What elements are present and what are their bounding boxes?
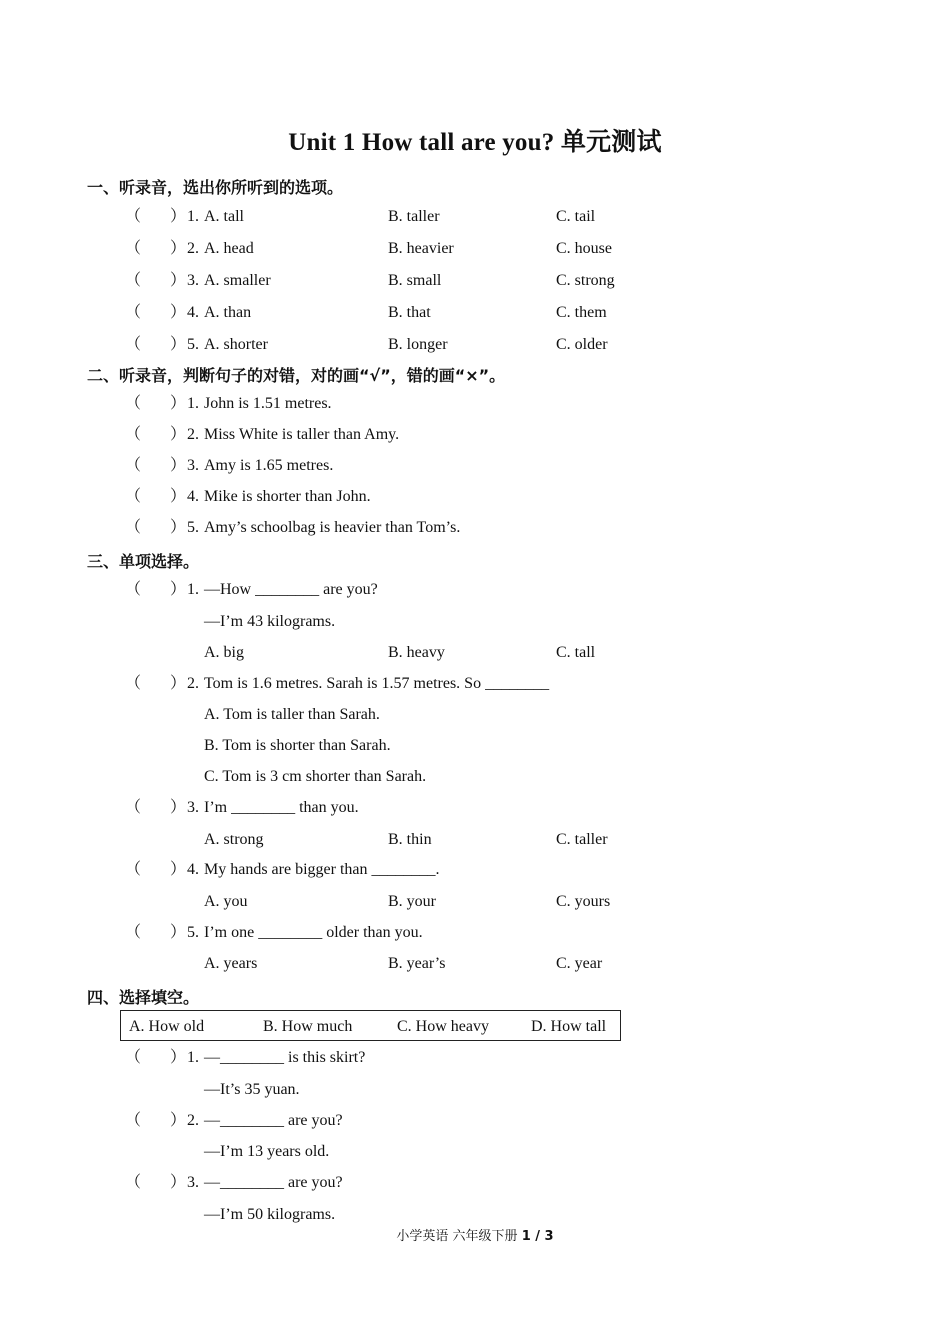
option-c: C. house (556, 240, 612, 257)
answer-line: —I’m 50 kilograms. (204, 1206, 336, 1223)
word-bank-option-c: C. How heavy (397, 1018, 489, 1035)
question-number: 4. (187, 304, 199, 321)
question-number: 2. (187, 675, 199, 692)
s3-question-4: （ ） 4. My hands are bigger than ________. (0, 858, 950, 882)
s3-question-1-options (0, 641, 950, 665)
question-number: 2. (187, 426, 199, 443)
s4-question-1: （ ） 1. —________ is this skirt? (0, 1046, 950, 1070)
question-text: —________ are you? (204, 1174, 343, 1191)
question-number: 5. (187, 336, 199, 353)
option-b: B. thin (388, 831, 432, 848)
question-text: —________ is this skirt? (204, 1049, 366, 1066)
question-number: 1. (187, 1049, 199, 1066)
question-text: I’m ________ than you. (204, 799, 359, 816)
question-text: —How ________ are you? (204, 581, 378, 598)
answer-line: —I’m 13 years old. (204, 1143, 330, 1160)
option-c: C. older (556, 336, 608, 353)
s1-question-2: （ ） 2. A. head B. heavier C. house (0, 237, 950, 261)
option-a: A. Tom is taller than Sarah. (204, 706, 380, 723)
s3-question-1-line2 (0, 610, 950, 634)
question-number: 3. (187, 457, 199, 474)
option-b: B. small (388, 272, 442, 289)
option-a: A. big (204, 644, 244, 661)
s3-question-3-options (0, 828, 950, 852)
question-text: —________ are you? (204, 1112, 343, 1129)
s3-question-2-option-c (0, 765, 950, 789)
s3-question-5-options (0, 952, 950, 976)
s1-question-5: （ ） 5. A. shorter B. longer C. older (0, 333, 950, 357)
s2-statement-2: （ ） 2. Miss White is taller than Amy. (0, 423, 950, 447)
s2-statement-5: （ ） 5. Amy’s schoolbag is heavier than Tom’s. (0, 516, 950, 540)
question-text: My hands are bigger than ________. (204, 861, 440, 878)
word-bank-box (120, 1010, 621, 1041)
page-number: 1 / 3 (521, 1229, 554, 1244)
question-number: 1. (187, 395, 199, 412)
option-a: A. than (204, 304, 252, 321)
option-b: B. heavy (388, 644, 445, 661)
option-c: C. them (556, 304, 607, 321)
option-b: B. year’s (388, 955, 446, 972)
s4-question-3: （ ） 3. —________ are you? (0, 1171, 950, 1195)
statement-text: Amy is 1.65 metres. (204, 457, 334, 474)
s1-question-1: （ ） 1. A. tall B. taller C. tail (0, 205, 950, 229)
option-a: A. head (204, 240, 254, 257)
option-c: C. year (556, 955, 603, 972)
option-b: B. heavier (388, 240, 454, 257)
statement-text: Miss White is taller than Amy. (204, 426, 400, 443)
s1-question-4: （ ） 4. A. than B. that C. them (0, 301, 950, 325)
question-number: 4. (187, 488, 199, 505)
option-c: C. Tom is 3 cm shorter than Sarah. (204, 768, 427, 785)
s3-question-2: （ ） 2. Tom is 1.6 metres. Sarah is 1.57 metres. So ________ (0, 672, 950, 696)
option-b: B. longer (388, 336, 448, 353)
section-2-heading: 二、听录音，判断句子的对错，对的画“√”，错的画“×”。 (87, 366, 506, 385)
page-footer (0, 1225, 950, 1244)
statement-text: Amy’s schoolbag is heavier than Tom’s. (204, 519, 461, 536)
option-a: A. years (204, 955, 258, 972)
statement-text: John is 1.51 metres. (204, 395, 332, 412)
s3-question-4-options (0, 890, 950, 914)
page-title: Unit 1 How tall are you? 单元测试 (288, 129, 662, 156)
question-number: 3. (187, 272, 199, 289)
option-a: A. strong (204, 831, 264, 848)
question-number: 2. (187, 240, 199, 257)
s3-question-3: （ ） 3. I’m ________ than you. (0, 796, 950, 820)
s3-question-2-option-b (0, 734, 950, 758)
word-bank-option-a: A. How old (129, 1018, 205, 1035)
option-c: C. strong (556, 272, 615, 289)
option-c: C. tall (556, 644, 596, 661)
s4-question-2-line2 (0, 1140, 950, 1164)
s4-question-3-line2 (0, 1203, 950, 1227)
s3-question-1: （ ） 1. —How ________ are you? (0, 578, 950, 602)
option-a: A. shorter (204, 336, 268, 353)
s4-question-2: （ ） 2. —________ are you? (0, 1109, 950, 1133)
section-1-heading: 一、听录音，选出你所听到的选项。 (87, 178, 344, 197)
question-number: 2. (187, 1112, 199, 1129)
option-b: B. your (388, 893, 436, 910)
s1-question-3: （ ） 3. A. smaller B. small C. strong (0, 269, 950, 293)
question-number: 1. (187, 208, 199, 225)
word-bank-option-d: D. How tall (531, 1018, 607, 1035)
question-number: 5. (187, 924, 199, 941)
section-3-heading: 三、单项选择。 (87, 552, 200, 571)
question-number: 5. (187, 519, 199, 536)
s2-statement-4: （ ） 4. Mike is shorter than John. (0, 485, 950, 509)
word-bank-option-b: B. How much (263, 1018, 353, 1035)
question-text: Tom is 1.6 metres. Sarah is 1.57 metres. So ________ (204, 675, 550, 692)
s4-question-1-line2 (0, 1078, 950, 1102)
footer-label: 小学英语 六年级下册 (396, 1229, 518, 1244)
option-c: C. tail (556, 208, 596, 225)
s3-question-2-option-a (0, 703, 950, 727)
question-number: 4. (187, 861, 199, 878)
s3-question-5: （ ） 5. I’m one ________ older than you. (0, 921, 950, 945)
option-b: B. taller (388, 208, 440, 225)
option-b: B. Tom is shorter than Sarah. (204, 737, 391, 754)
statement-text: Mike is shorter than John. (204, 488, 371, 505)
question-number: 3. (187, 799, 199, 816)
option-c: C. taller (556, 831, 608, 848)
section-4-heading: 四、选择填空。 (87, 988, 200, 1007)
option-c: C. yours (556, 893, 611, 910)
question-number: 3. (187, 1174, 199, 1191)
question-text: I’m one ________ older than you. (204, 924, 423, 941)
s2-statement-3: （ ） 3. Amy is 1.65 metres. (0, 454, 950, 478)
s2-statement-1: （ ） 1. John is 1.51 metres. (0, 392, 950, 416)
option-a: A. tall (204, 208, 244, 225)
question-number: 1. (187, 581, 199, 598)
option-a: A. you (204, 893, 248, 910)
option-a: A. smaller (204, 272, 271, 289)
option-b: B. that (388, 304, 431, 321)
answer-line: —I’m 43 kilograms. (204, 613, 336, 630)
answer-line: —It’s 35 yuan. (204, 1081, 300, 1098)
